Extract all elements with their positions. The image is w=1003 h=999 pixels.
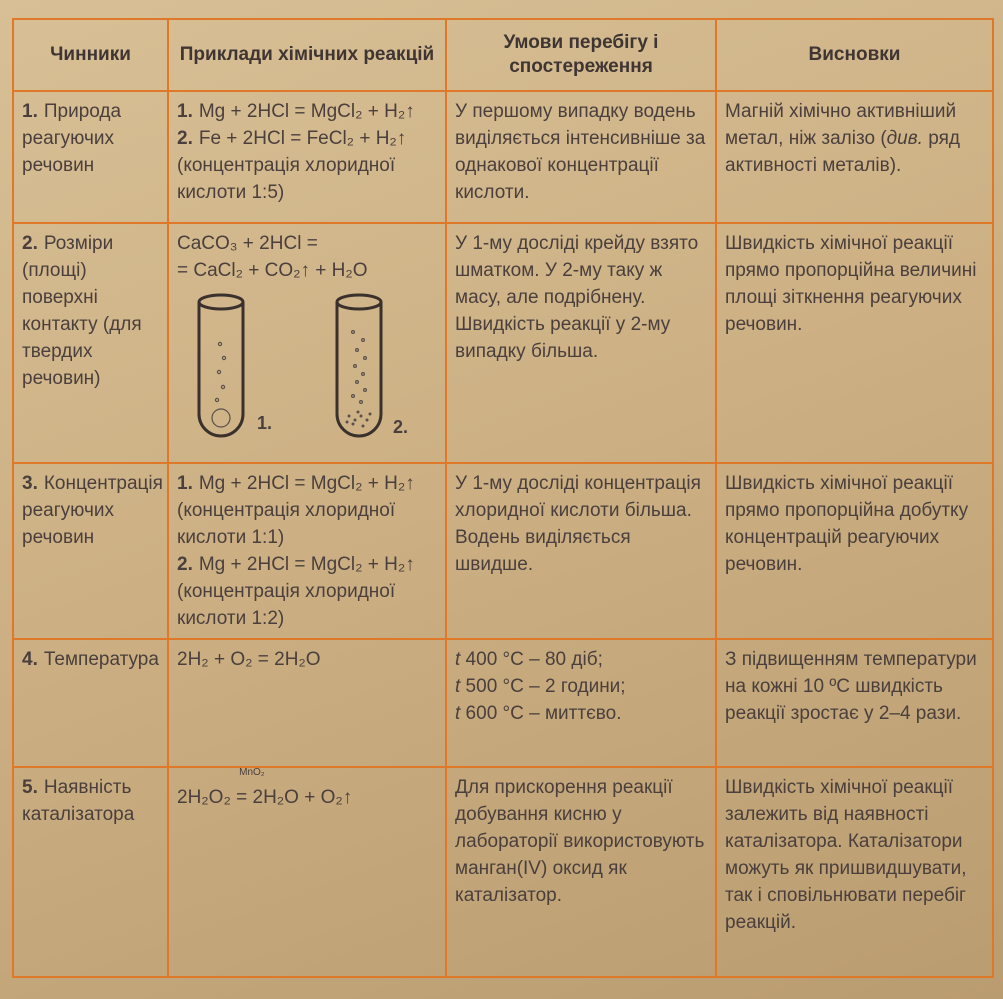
test-tube-1 [199,302,243,436]
equation: Mg + 2HCl = MgCl₂ + H₂↑ [198,554,415,575]
tube-label-2: 2. [393,417,409,437]
conclusion-cell: Швидкість хімічної реакції залежить від наявності каталізатора. Каталізатори можуть як пришвидшувати, так і сповільнювати перебіг реакцій. [716,767,993,977]
header-factors: Чинники [13,19,168,91]
chalk-piece [212,409,230,427]
equation: Fe + 2HCl = FeCl₂ + H₂↑ [198,128,407,149]
conditions-cell: У 1-му досліді концентрація хлоридної кислоти більша. Водень виділяється швидше. [446,463,716,639]
factor-cell: 2. Розміри (площі) поверхні контакту (для твердих речовин) [13,223,168,463]
conclusion-cell: Швидкість хімічної реакції прямо пропорційна добутку концентрацій реагуючих речовин. [716,463,993,639]
table-row [13,639,993,767]
conditions-cell: У 1-му досліді крейду взято шматком. У 2-му таку ж масу, але подрібнену. Швидкість реакції у 2-му випадку більша. [446,223,716,463]
factor-cell: 5. Наявність каталізатора [13,767,168,977]
equation: CaCO₃ + 2HCl = [177,233,318,254]
header-examples: Приклади хімічних реакцій [168,19,446,91]
table-row [13,91,993,223]
conclusion-cell: Швидкість хімічної реакції прямо пропорційна величині площі зіткнення реагуючих речовин. [716,223,993,463]
header-conditions: Умови перебігу і спостереження [446,19,716,91]
table-row [13,767,993,977]
examples-cell: 1. Mg + 2HCl = MgCl₂ + H₂↑ (концентрація хлоридної кислоти 1:1) 2. Mg + 2HCl = MgCl₂ + H₂↑ (концентрація хлоридної кислоти 1:2) [168,463,446,639]
conclusion-cell: З підвищенням температури на кожні 10 ºС швидкість реакції зростає у 2–4 рази. [716,639,993,767]
test-tubes-illustration [177,292,437,442]
table-row [13,223,993,463]
factor-cell: 1. Природа реагуючих речовин [13,91,168,223]
note: (концентрація хлоридної кислоти 1:1) [177,500,396,548]
conditions-cell: Для прискорення реакції добування кисню у лабораторії використовують манган(IV) оксид як каталізатор. [446,767,716,977]
conclusion-cell: Магній хімічно активніший метал, ніж залізо (див. ряд активності металів). [716,91,993,223]
equation: 2H₂ + O₂ = 2H₂O [177,649,321,670]
chalk-powder [346,411,372,428]
examples-cell [168,223,446,463]
examples-cell [168,639,446,767]
factors-table [12,18,994,978]
catalyst-label: MnO₂ [239,767,265,778]
equation: Mg + 2HCl = MgCl₂ + H₂↑ [198,473,415,494]
examples-cell: 1. Mg + 2HCl = MgCl₂ + H₂↑ 2. Fe + 2HCl = FeCl₂ + H₂↑ (концентрація хлоридної кислоти 1:5) [168,91,446,223]
factor-cell: 4. Температура [13,639,168,767]
equation: = CaCl₂ + CO₂↑ + H₂O [177,260,368,281]
header-row [13,19,993,91]
conditions-cell: t 400 °C – 80 діб; t 500 °C – 2 години; t 600 °C – миттєво. [446,639,716,767]
test-tube-2 [337,302,381,436]
note: (концентрація хлоридної кислоти 1:2) [177,581,396,629]
header-conclusions: Висновки [716,19,993,91]
conditions-cell: У першому випадку водень виділяється інтенсивніше за однакової концентрації кислоти. [446,91,716,223]
catalyst-sign: MnO₂ = [236,767,265,808]
equation: 2H₂O₂ [177,787,237,808]
examples-cell: 2H₂O₂ MnO₂ = 2H₂O + O₂↑ [168,767,446,977]
equation: Mg + 2HCl = MgCl₂ + H₂↑ [198,101,415,122]
note: (концентрація хлоридної кислоти 1:5) [177,155,396,203]
tube-label-1: 1. [257,413,273,433]
factor-cell: 3. Концентрація реагуючих речовин [13,463,168,639]
table-row [13,463,993,639]
